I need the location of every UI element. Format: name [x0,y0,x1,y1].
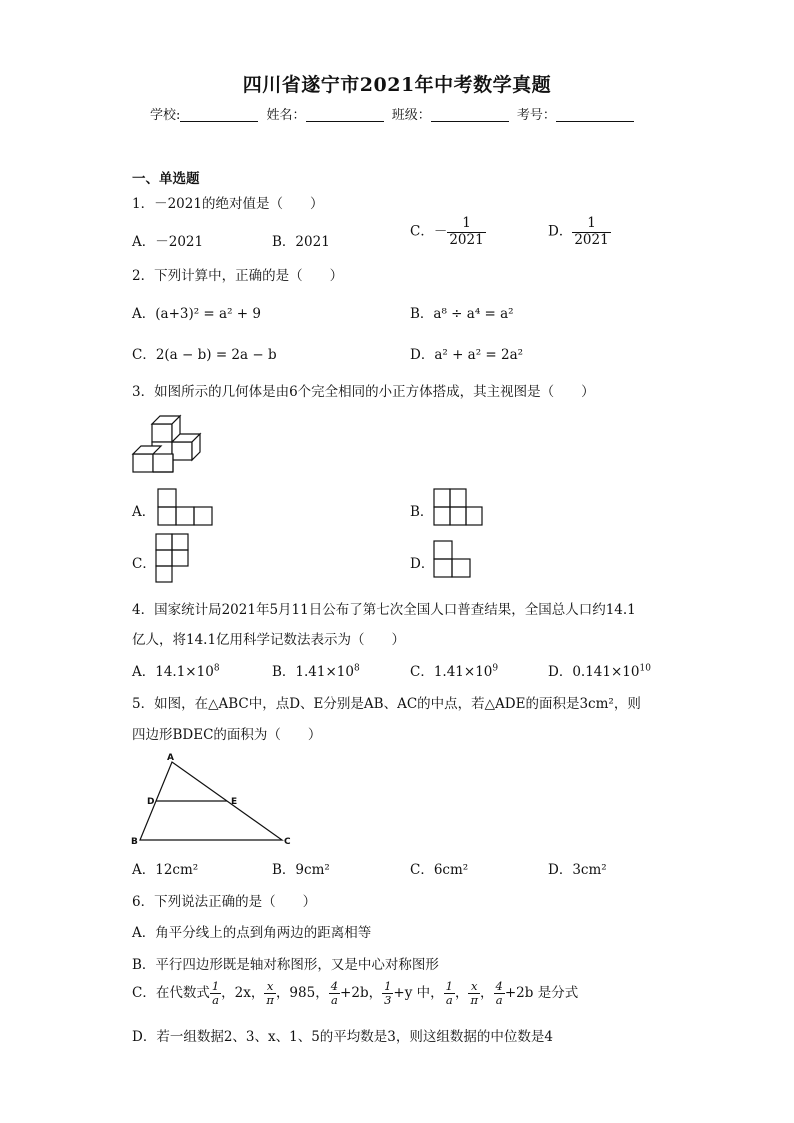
q1-option-d-prefix: D． [548,223,573,240]
q4-option-d-base: D．0.141×10 [548,664,640,680]
q6-comma-2: ， [480,985,494,1002]
q4-option-b-base: B．1.41×10 [272,664,354,680]
fraction-x-over-pi-answer [468,980,480,1007]
denominator: a [444,993,455,1007]
vertex-label-b: B [131,837,138,847]
q6-option-a: A．角平分线上的点到角两边的距离相等 [132,925,372,941]
q1-option-d [548,216,611,248]
fraction-4-over-a-answer [494,980,505,1007]
denominator: π [470,993,479,1008]
q1-stem: 1．－2021的绝对值是（ ） [132,196,324,212]
student-info-fields [150,104,638,123]
numerator: 1 [445,979,453,993]
q4-option-c-exponent: 9 [492,663,499,674]
denominator: a [494,993,505,1007]
q6-text-plus-2b: +2b， [340,985,383,1002]
q6-stem: 6．下列说法正确的是（ ） [132,894,317,910]
q6-comma-1: ， [454,985,469,1002]
q1-option-b: B．2021 [272,234,330,250]
q4-option-b [272,660,360,680]
q6-text-plus-y: +y 中， [393,985,444,1002]
q3-option-a: A． [132,504,156,520]
q1-option-c-fraction [447,216,485,248]
q4-option-a-base: A．14.1×10 [132,664,214,680]
numerator: 1 [462,215,471,231]
fraction-1-over-3 [382,980,393,1007]
q4-option-a [132,660,220,680]
q3-option-c-view [155,533,191,585]
q2-option-d: D．a² + a² = 2a² [410,347,524,363]
numerator: 1 [587,215,596,231]
numerator: 1 [384,979,392,993]
q4-option-b-exponent: 8 [353,663,360,674]
q5-option-c: C．6cm² [410,862,469,878]
q6-option-c-prefix: C．在代数式 [132,985,210,1002]
q5-stem-line2: 四边形BDEC的面积为（ ） [132,727,322,743]
exam-number-blank[interactable] [556,107,634,122]
exam-number-label: 考号： [516,108,556,123]
section-heading: 一、单选题 [132,171,200,187]
vertex-label-c: C [284,837,291,847]
q1-option-a: A．－2021 [132,234,204,250]
q6-option-b: B．平行四边形既是轴对称图形，又是中心对称图形 [132,957,439,973]
q5-triangle-figure [130,750,295,850]
q4-stem-line2: 亿人，将14.1亿用科学记数法表示为（ ） [132,632,406,648]
q6-text-is-fraction: +2b 是分式 [504,985,579,1002]
q2-option-a: A．(a+3)² = a² + 9 [132,306,261,322]
class-label: 班级： [391,108,431,123]
q2-option-b: B．a⁸ ÷ a⁴ = a² [410,306,514,322]
numerator: 4 [495,979,503,993]
numerator: 4 [330,979,339,993]
fraction-1-over-a [210,980,221,1007]
fraction-1-over-a-answer [444,980,455,1007]
denominator: 2021 [574,231,609,248]
q3-option-d: D． [410,556,435,572]
q1-option-d-fraction [572,216,610,248]
numerator: x [266,979,274,993]
denominator: 2021 [449,231,484,248]
q1-option-c-prefix: C．－ [410,223,448,240]
q3-stem: 3．如图所示的几何体是由6个完全相同的小正方体搭成，其主视图是（ ） [132,384,595,400]
q5-option-b: B．9cm² [272,862,330,878]
q4-option-c [410,660,498,680]
q6-text-985: ，985， [275,985,329,1002]
school-label: 学校: [150,108,181,123]
q3-option-a-view [157,488,213,526]
vertex-label-a: A [167,753,174,763]
page-title: 四川省遂宁市2021年中考数学真题 [242,74,552,96]
numerator: 1 [211,979,220,993]
q6-option-c [132,980,578,1007]
name-label: 姓名： [266,108,306,123]
point-label-e: E [231,797,238,807]
q3-option-b-view [433,488,483,526]
q4-option-a-exponent: 8 [213,663,220,674]
q3-option-c: C． [132,556,156,572]
denominator: π [266,993,274,1008]
class-blank[interactable] [431,107,509,122]
q3-cube-figure [130,412,210,477]
q6-option-d: D．若一组数据2、3、x、1、5的平均数是3，则这组数据的中位数是4 [132,1029,553,1045]
q5-stem-line1: 5．如图，在△ABC中，点D、E分别是AB、AC的中点，若△ADE的面积是3cm²，则 [132,696,641,712]
denominator: a [329,993,340,1007]
q3-option-d-view [433,540,473,578]
numerator: x [471,979,478,993]
q5-option-d: D．3cm² [548,862,607,878]
point-label-d: D [147,797,155,807]
q5-option-a: A．12cm² [132,862,199,878]
denominator: a [210,993,221,1007]
q1-option-c [410,216,486,248]
q4-stem-line1: 4．国家统计局2021年5月11日公布了第七次全国人口普查结果，全国总人口约14.1 [132,602,636,618]
name-blank[interactable] [306,107,384,122]
q2-option-c: C．2(a − b) = 2a − b [132,347,277,363]
q2-stem: 2．下列计算中，正确的是（ ） [132,268,344,284]
fraction-4-over-a [329,980,340,1007]
fraction-x-over-pi [264,980,276,1007]
school-blank[interactable] [180,107,258,122]
denominator: 3 [384,993,392,1008]
q3-option-b: B． [410,504,434,520]
q4-option-d-exponent: 10 [639,663,651,674]
q4-option-d [548,660,651,680]
q4-option-c-base: C．1.41×10 [410,664,493,680]
q6-text-2x: ，2x， [221,985,265,1002]
